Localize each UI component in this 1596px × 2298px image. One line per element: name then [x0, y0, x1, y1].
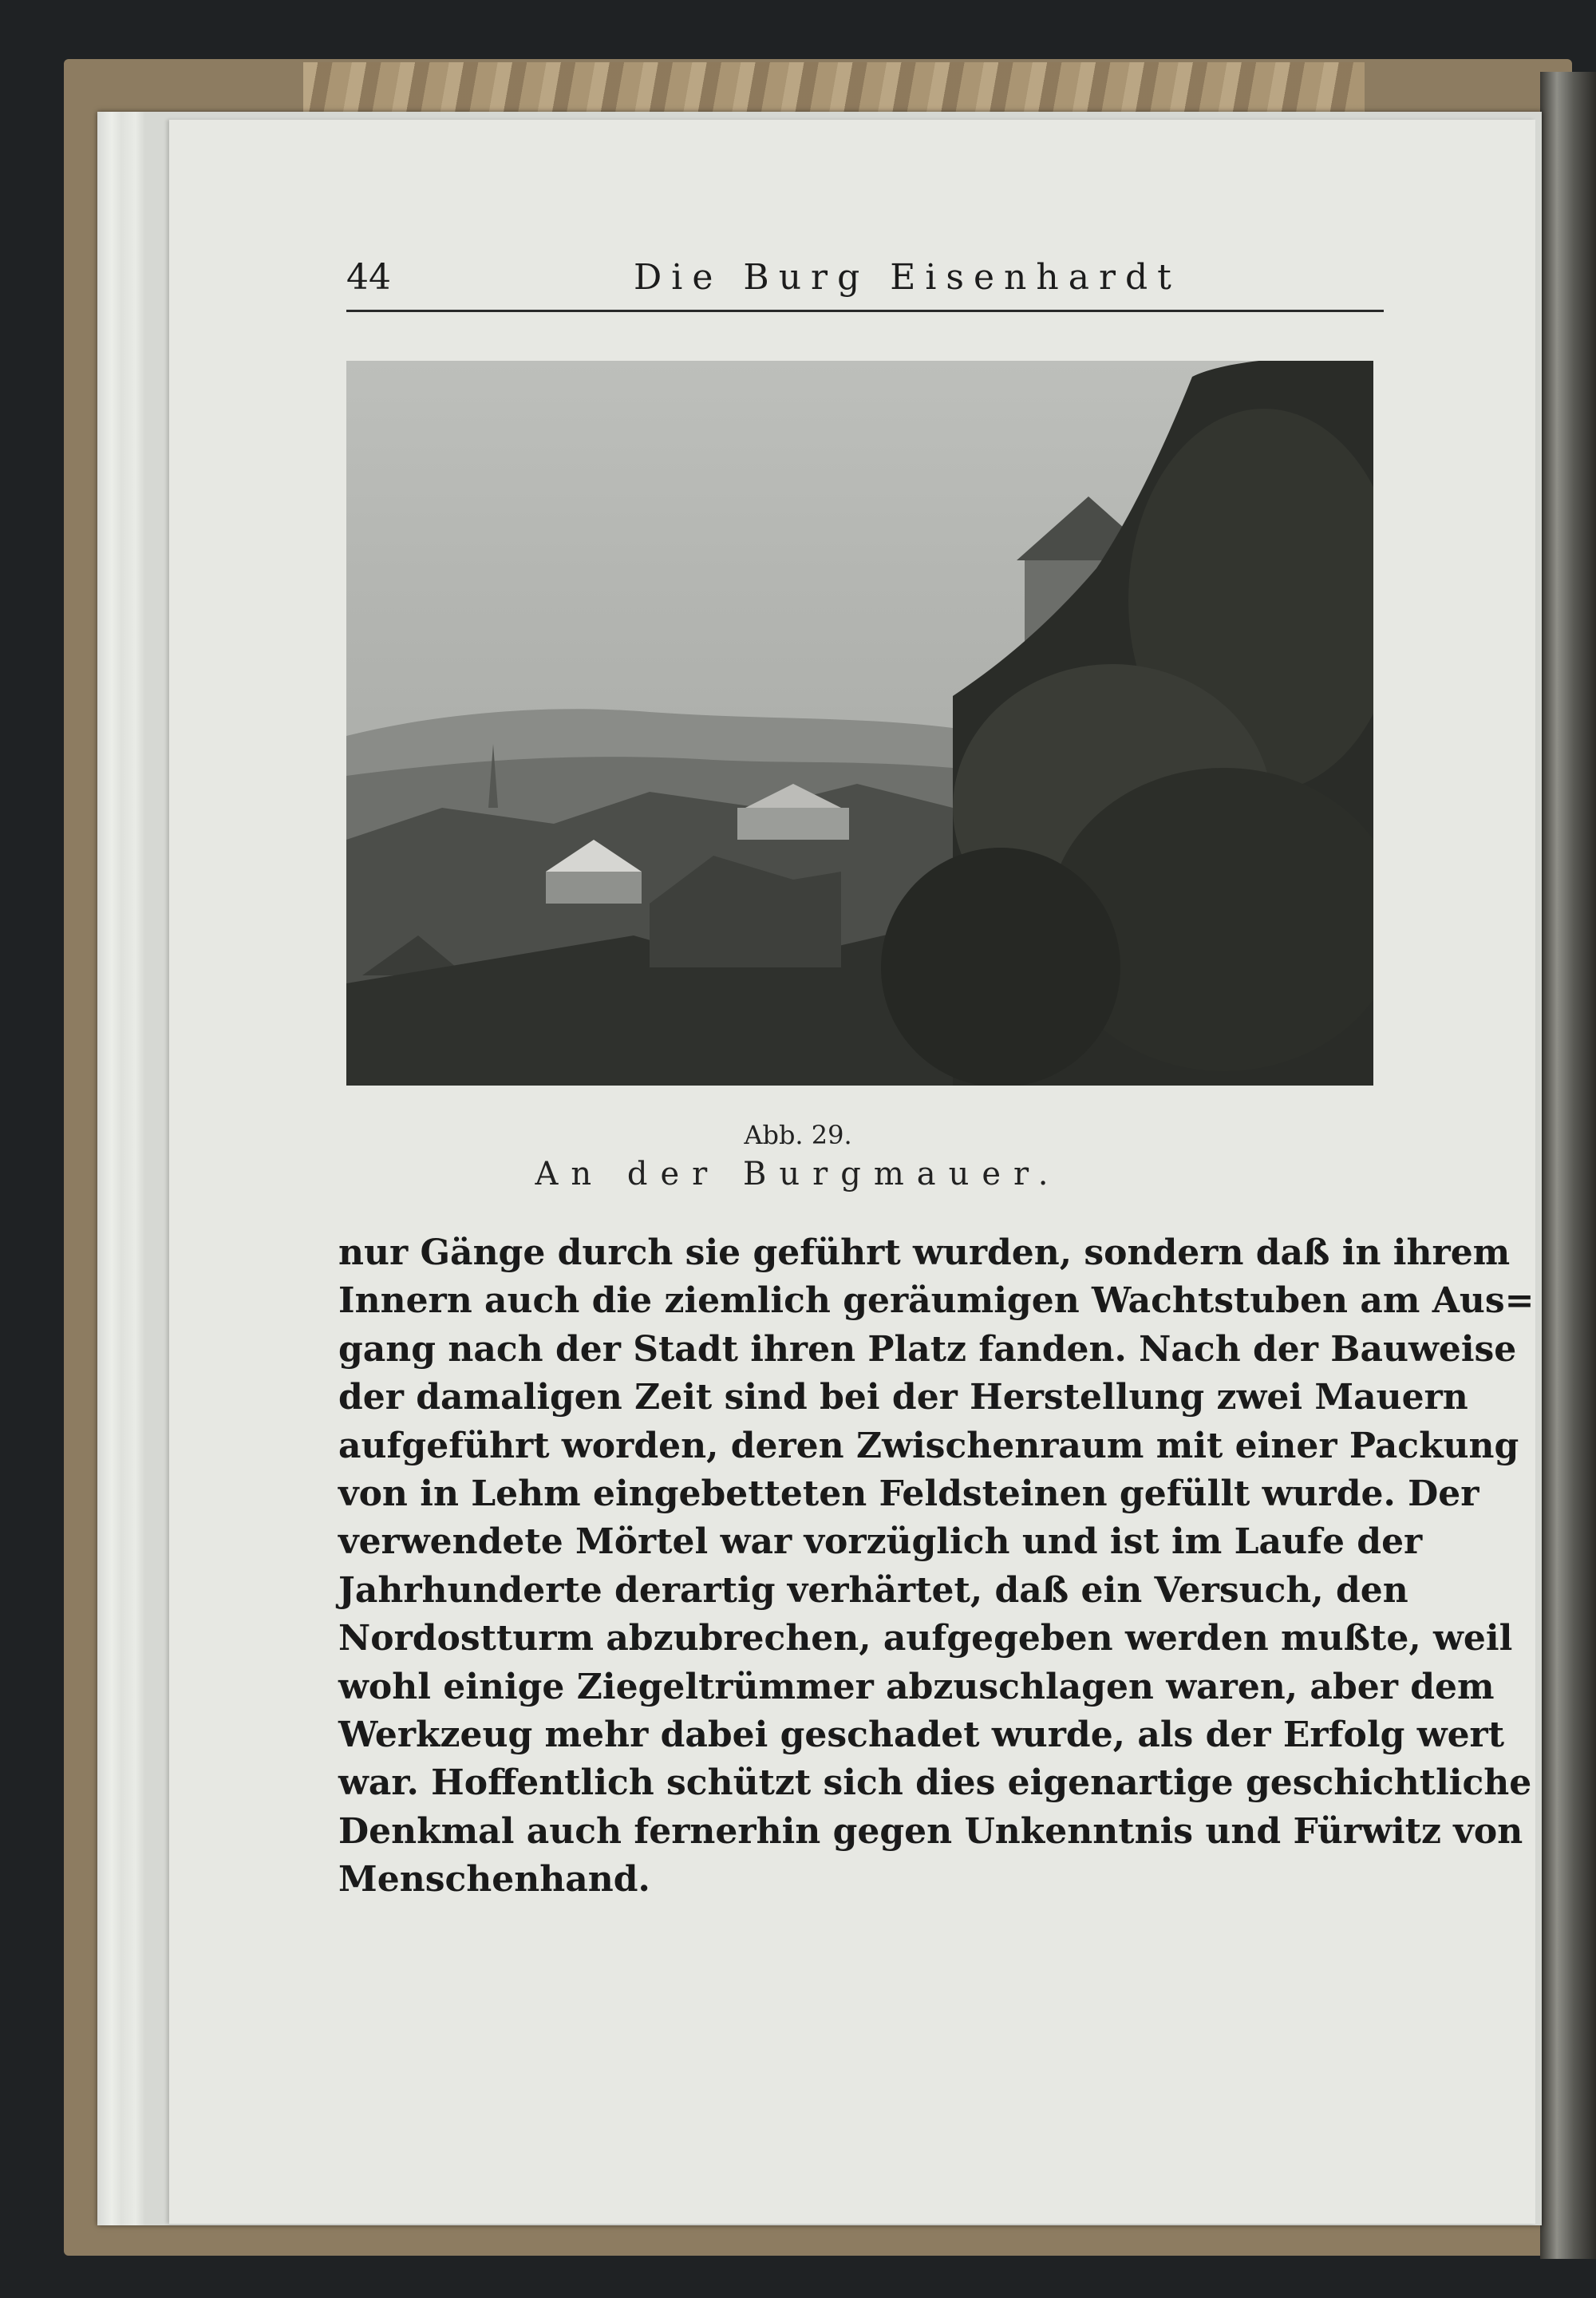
text-line: Denkmal auch fernerhin gegen Unkenntnis und Fürwitz von	[338, 1810, 1523, 1852]
marbled-edge	[303, 62, 1365, 118]
text-line: Werkzeug mehr dabei geschadet wurde, als der Erfolg wert	[338, 1714, 1505, 1755]
text-line: Jahrhunderte derartig verhärtet, daß ein Versuch, den	[338, 1569, 1408, 1611]
figure-number: Abb. 29.	[744, 1120, 852, 1150]
text-line: von in Lehm eingebetteten Feldsteinen gefüllt wurde. Der	[338, 1473, 1479, 1514]
header-rule	[346, 310, 1384, 312]
text-line: wohl einige Ziegeltrümmer abzuschlagen waren, aber dem	[338, 1666, 1495, 1707]
text-line: Innern auch die ziemlich geräumigen Wachtstuben am Aus=	[338, 1280, 1535, 1322]
page-number: 44	[346, 257, 391, 298]
text-line: aufgeführt worden, deren Zwischenraum mit einer Packung	[338, 1425, 1519, 1466]
text-line: gang nach der Stadt ihren Platz fanden. Nach der Bauweise	[338, 1328, 1517, 1370]
running-head	[346, 257, 1384, 313]
figure-caption: An der Burgmauer.	[535, 1156, 1061, 1193]
text-line: Nordostturm abzubrechen, aufgegeben werden mußte, weil	[338, 1618, 1513, 1659]
text-line: Menschenhand.	[338, 1859, 650, 1900]
photograph-illustration	[346, 361, 1373, 1086]
text-line: war. Hoffentlich schützt sich dies eigenartige geschichtliche	[338, 1762, 1532, 1804]
body-text	[338, 1229, 1535, 1904]
text-line: nur Gänge durch sie geführt wurden, sondern daß in ihrem	[338, 1232, 1511, 1273]
figure-photograph	[346, 361, 1373, 1086]
text-line: der damaligen Zeit sind bei der Herstellung zwei Mauern	[338, 1377, 1468, 1418]
text-line: verwendete Mörtel war vorzüglich und ist im Laufe der	[338, 1521, 1423, 1563]
running-title: Die Burg Eisenhardt	[634, 257, 1181, 298]
